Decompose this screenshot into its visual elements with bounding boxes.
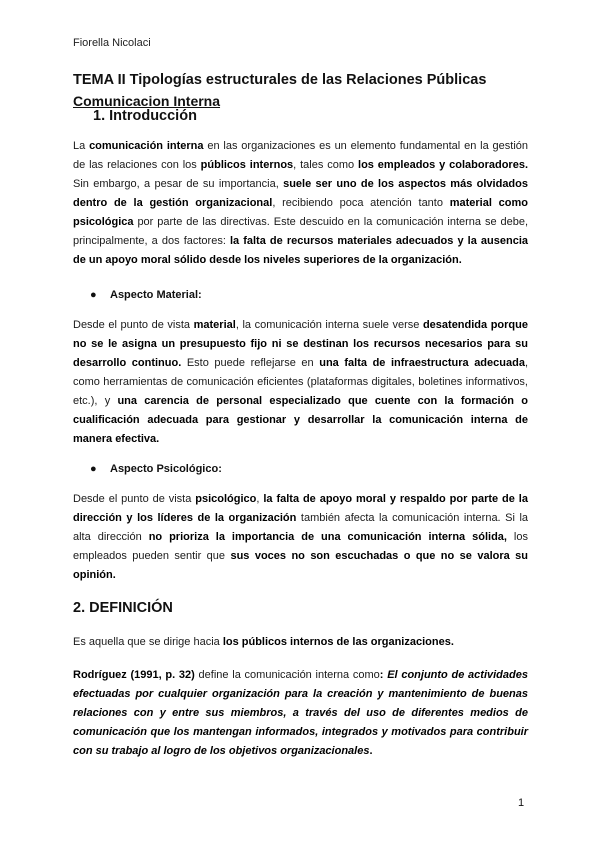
text-run: comunicación interna bbox=[89, 140, 204, 152]
definition-paragraph bbox=[73, 633, 528, 652]
text-run: los empleados y colaboradores. bbox=[358, 159, 528, 171]
text-run: . bbox=[369, 745, 373, 757]
text-run: una falta de infraestructura adecuada bbox=[319, 357, 525, 369]
page-number: 1 bbox=[518, 797, 525, 809]
author-header: Fiorella Nicolaci bbox=[73, 37, 151, 49]
bullet-psicologico bbox=[90, 463, 222, 475]
text-run: Sin embargo, a pesar de su importancia, bbox=[73, 178, 284, 190]
intro-heading: 1. Introducción bbox=[93, 108, 197, 124]
text-run: , recibiendo poca atención tanto bbox=[272, 197, 450, 209]
text-run: la falta de apoyo moral y respaldo por parte de la dirección y los líderes de la organización bbox=[73, 493, 528, 524]
text-run: desatendida porque no se le asigna un presupuesto fijo ni se destinan los recursos necesarios para su desarrollo continuo. bbox=[73, 319, 528, 369]
psico-paragraph bbox=[73, 490, 528, 585]
text-run: material bbox=[193, 319, 236, 331]
bullet-dot-icon: ● bbox=[90, 463, 97, 475]
text-run: también afecta la comunicación interna. Si la alta dirección bbox=[73, 512, 529, 543]
text-run: sus voces no son escuchadas o que no se valora su opinión. bbox=[73, 550, 528, 581]
text-run: suele ser uno de los aspectos más olvidados dentro de la gestión organizacional bbox=[73, 178, 528, 209]
text-run: una carencia de personal especializado que cuente con la formación o cualificación adecuada para gestionar y desarrollar la comunicación interna de manera efectiva. bbox=[73, 395, 528, 445]
definition-heading: 2. DEFINICIÓN bbox=[73, 600, 173, 616]
text-run: públicos internos bbox=[200, 159, 294, 171]
bullet-material-label: Aspecto Material: bbox=[110, 289, 202, 301]
text-run: define la comunicación interna como bbox=[194, 669, 380, 681]
text-run: , como herramientas de comunicación eficientes (plataformas digitales, boletines informativos, etc.), y bbox=[73, 357, 528, 407]
bullet-material bbox=[90, 289, 202, 301]
text-run: los públicos internos de las organizaciones. bbox=[222, 636, 454, 648]
text-run: , la comunicación interna suele verse bbox=[235, 319, 423, 331]
text-run: , tales como bbox=[293, 159, 359, 171]
text-run: Rodríguez (1991, p. 32) bbox=[73, 669, 195, 681]
text-run: no prioriza la importancia de una comunicación interna sólida, bbox=[148, 531, 507, 543]
text-run: psicológico bbox=[195, 493, 257, 505]
text-run: Esto puede reflejarse en bbox=[181, 357, 320, 369]
text-run: : bbox=[379, 669, 388, 681]
text-run: Desde el punto de vista bbox=[73, 319, 194, 331]
text-run: , bbox=[256, 493, 264, 505]
material-paragraph bbox=[73, 316, 528, 449]
intro-paragraph bbox=[73, 137, 528, 270]
text-run: El conjunto de actividades efectuadas por cualquier organización para la creación y mantenimiento de buenas relaciones con y entre sus miembros, a través del uso de diferentes medios de comunicación que los mantengan informados, integrados y motivados para contribuir con su trabajo al logro de los objetivos organizacionales bbox=[73, 669, 528, 757]
bullet-psicologico-label: Aspecto Psicológico: bbox=[110, 463, 222, 475]
bullet-dot-icon: ● bbox=[90, 289, 97, 301]
text-run: Desde el punto de vista bbox=[73, 493, 196, 505]
text-run: La bbox=[73, 140, 90, 152]
text-run: la falta de recursos materiales adecuados y la ausencia de un apoyo moral sólido desde los niveles superiores de la organización. bbox=[73, 235, 528, 266]
text-run: por parte de las directivas. Este descuido en la comunicación interna se debe, principalmente, a dos factores: bbox=[73, 216, 528, 247]
text-run: los empleados pueden sentir que bbox=[73, 531, 528, 562]
rodriguez-paragraph bbox=[73, 666, 528, 761]
text-run: material como psicológica bbox=[73, 197, 528, 228]
document-title: TEMA II Tipologías estructurales de las Relaciones Públicas bbox=[73, 72, 487, 88]
document-subtitle: Comunicacion Interna bbox=[73, 93, 221, 109]
text-run: Es aquella que se dirige hacia bbox=[73, 636, 223, 648]
text-run: en las organizaciones es un elemento fundamental en la gestión de las relaciones con los bbox=[73, 140, 528, 171]
